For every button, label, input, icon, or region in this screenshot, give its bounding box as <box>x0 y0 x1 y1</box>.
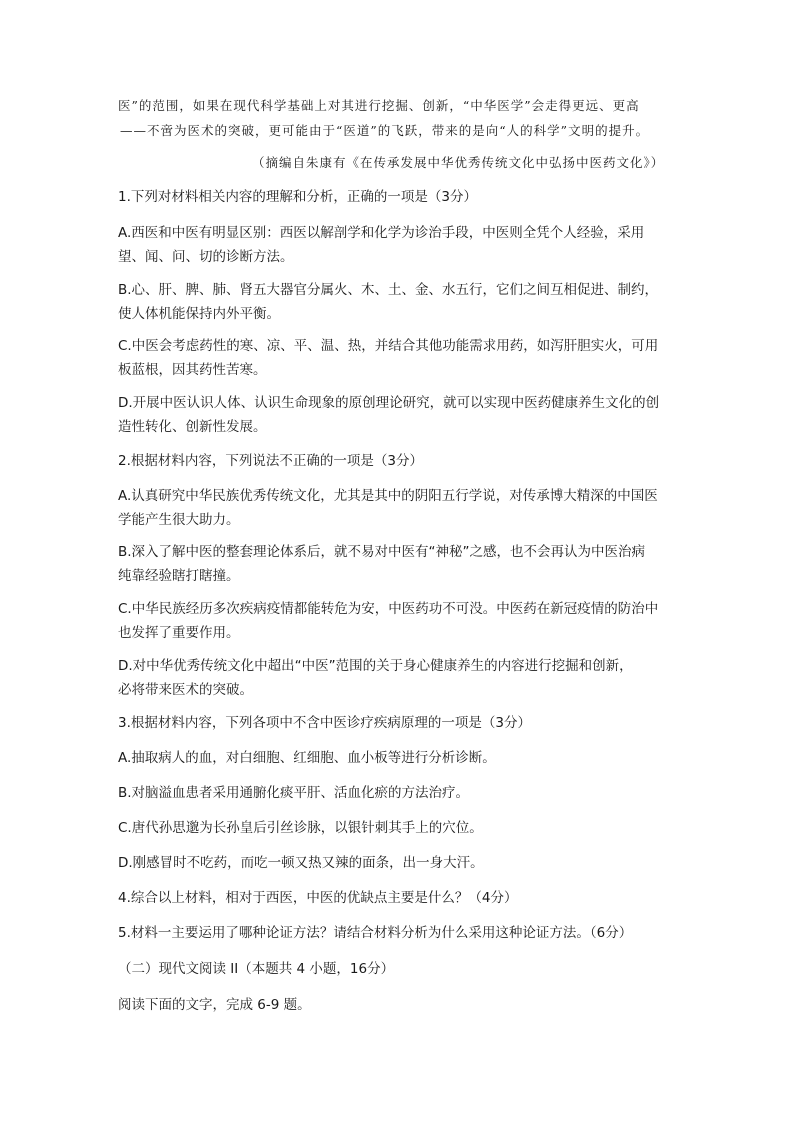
question-2-option-c[interactable] <box>118 597 678 645</box>
question-2-stem: 2.根据材料内容，下列说法不正确的一项是（3分） <box>118 453 423 469</box>
option-line: 使人体机能保持内外平衡。 <box>118 306 280 322</box>
question-2-option-d[interactable] <box>118 654 678 702</box>
option-line: D.对中华优秀传统文化中超出“中医”范围的关于身心健康养生的内容进行挖掘和创新， <box>118 658 633 674</box>
question-4: 4.综合以上材料，相对于西医，中医的优缺点主要是什么？（4分） <box>118 890 518 906</box>
option-line: B.深入了解中医的整套理论体系后，就不易对中医有“神秘”之感，也不会再认为中医治病 <box>118 544 646 560</box>
section-heading: （二）现代文阅读 II（本题共 4 小题，16分） <box>118 961 395 977</box>
question-3-option-b[interactable]: B.对脑溢血患者采用通腑化痰平肝、活血化瘀的方法治疗。 <box>118 785 470 801</box>
question-3-option-a[interactable]: A.抽取病人的血，对白细胞、红细胞、血小板等进行分析诊断。 <box>118 750 496 766</box>
question-1-option-c[interactable] <box>118 334 678 382</box>
option-line: 望、闻、问、切的诊断方法。 <box>118 249 294 265</box>
reading-instruction: 阅读下面的文字，完成 6-9 题。 <box>118 997 311 1013</box>
material-tail-line-2: ——不啻为医术的突破，更可能由于“医道”的飞跃，带来的是向“人的科学”文明的提升。 <box>120 123 650 138</box>
option-line: C.中华民族经历多次疾病疫情都能转危为安，中医药功不可没。中医药在新冠疫情的防治中 <box>118 601 659 617</box>
question-3-stem: 3.根据材料内容，下列各项中不含中医诊疗疾病原理的一项是（3分） <box>118 715 531 731</box>
option-line: 纯靠经验瞎打瞎撞。 <box>118 568 240 584</box>
question-1-option-a[interactable] <box>118 221 678 269</box>
question-3-option-c[interactable]: C.唐代孙思邈为长孙皇后引丝诊脉，以银针刺其手上的穴位。 <box>118 820 483 836</box>
question-2-option-a[interactable] <box>118 484 678 532</box>
material-tail-line-1: 医”的范围，如果在现代科学基础上对其进行挖掘、创新，“中华医学”会走得更远、更高 <box>118 98 640 113</box>
question-1-option-d[interactable] <box>118 391 678 439</box>
question-3-option-d[interactable]: D.刚感冒时不吃药，而吃一顿又热又辣的面条，出一身大汗。 <box>118 855 484 871</box>
option-line: D.开展中医认识人体、认识生命现象的原创理论研究，就可以实现中医药健康养生文化的创 <box>118 395 660 411</box>
question-1-stem: 1.下列对材料相关内容的理解和分析，正确的一项是（3分） <box>118 189 477 205</box>
question-1-option-b[interactable] <box>118 278 678 326</box>
option-line: 也发挥了重要作用。 <box>118 625 240 641</box>
option-line: B.心、肝、脾、肺、肾五大器官分属火、木、土、金、水五行，它们之间互相促进、制约， <box>118 282 659 298</box>
option-line: 板蓝根，因其药性苦寒。 <box>118 362 267 378</box>
question-5: 5.材料一主要运用了哪种论证方法？请结合材料分析为什么采用这种论证方法。（6分） <box>118 925 633 941</box>
option-line: C.中医会考虑药性的寒、凉、平、温、热，并结合其他功能需求用药，如泻肝胆实火，可用 <box>118 338 659 354</box>
question-2-option-b[interactable] <box>118 540 678 588</box>
option-line: 学能产生很大助力。 <box>118 512 240 528</box>
option-line: A.西医和中医有明显区别：西医以解剖学和化学为诊治手段，中医则全凭个人经验，采用 <box>118 225 645 241</box>
material-source-citation: （摘编自朱康有《在传承发展中华优秀传统文化中弘扬中医药文化》） <box>252 155 665 170</box>
option-line: A.认真研究中华民族优秀传统文化，尤其是其中的阴阳五行学说，对传承博大精深的中国医 <box>118 488 658 504</box>
option-line: 必将带来医术的突破。 <box>118 682 253 698</box>
option-line: 造性转化、创新性发展。 <box>118 419 267 435</box>
